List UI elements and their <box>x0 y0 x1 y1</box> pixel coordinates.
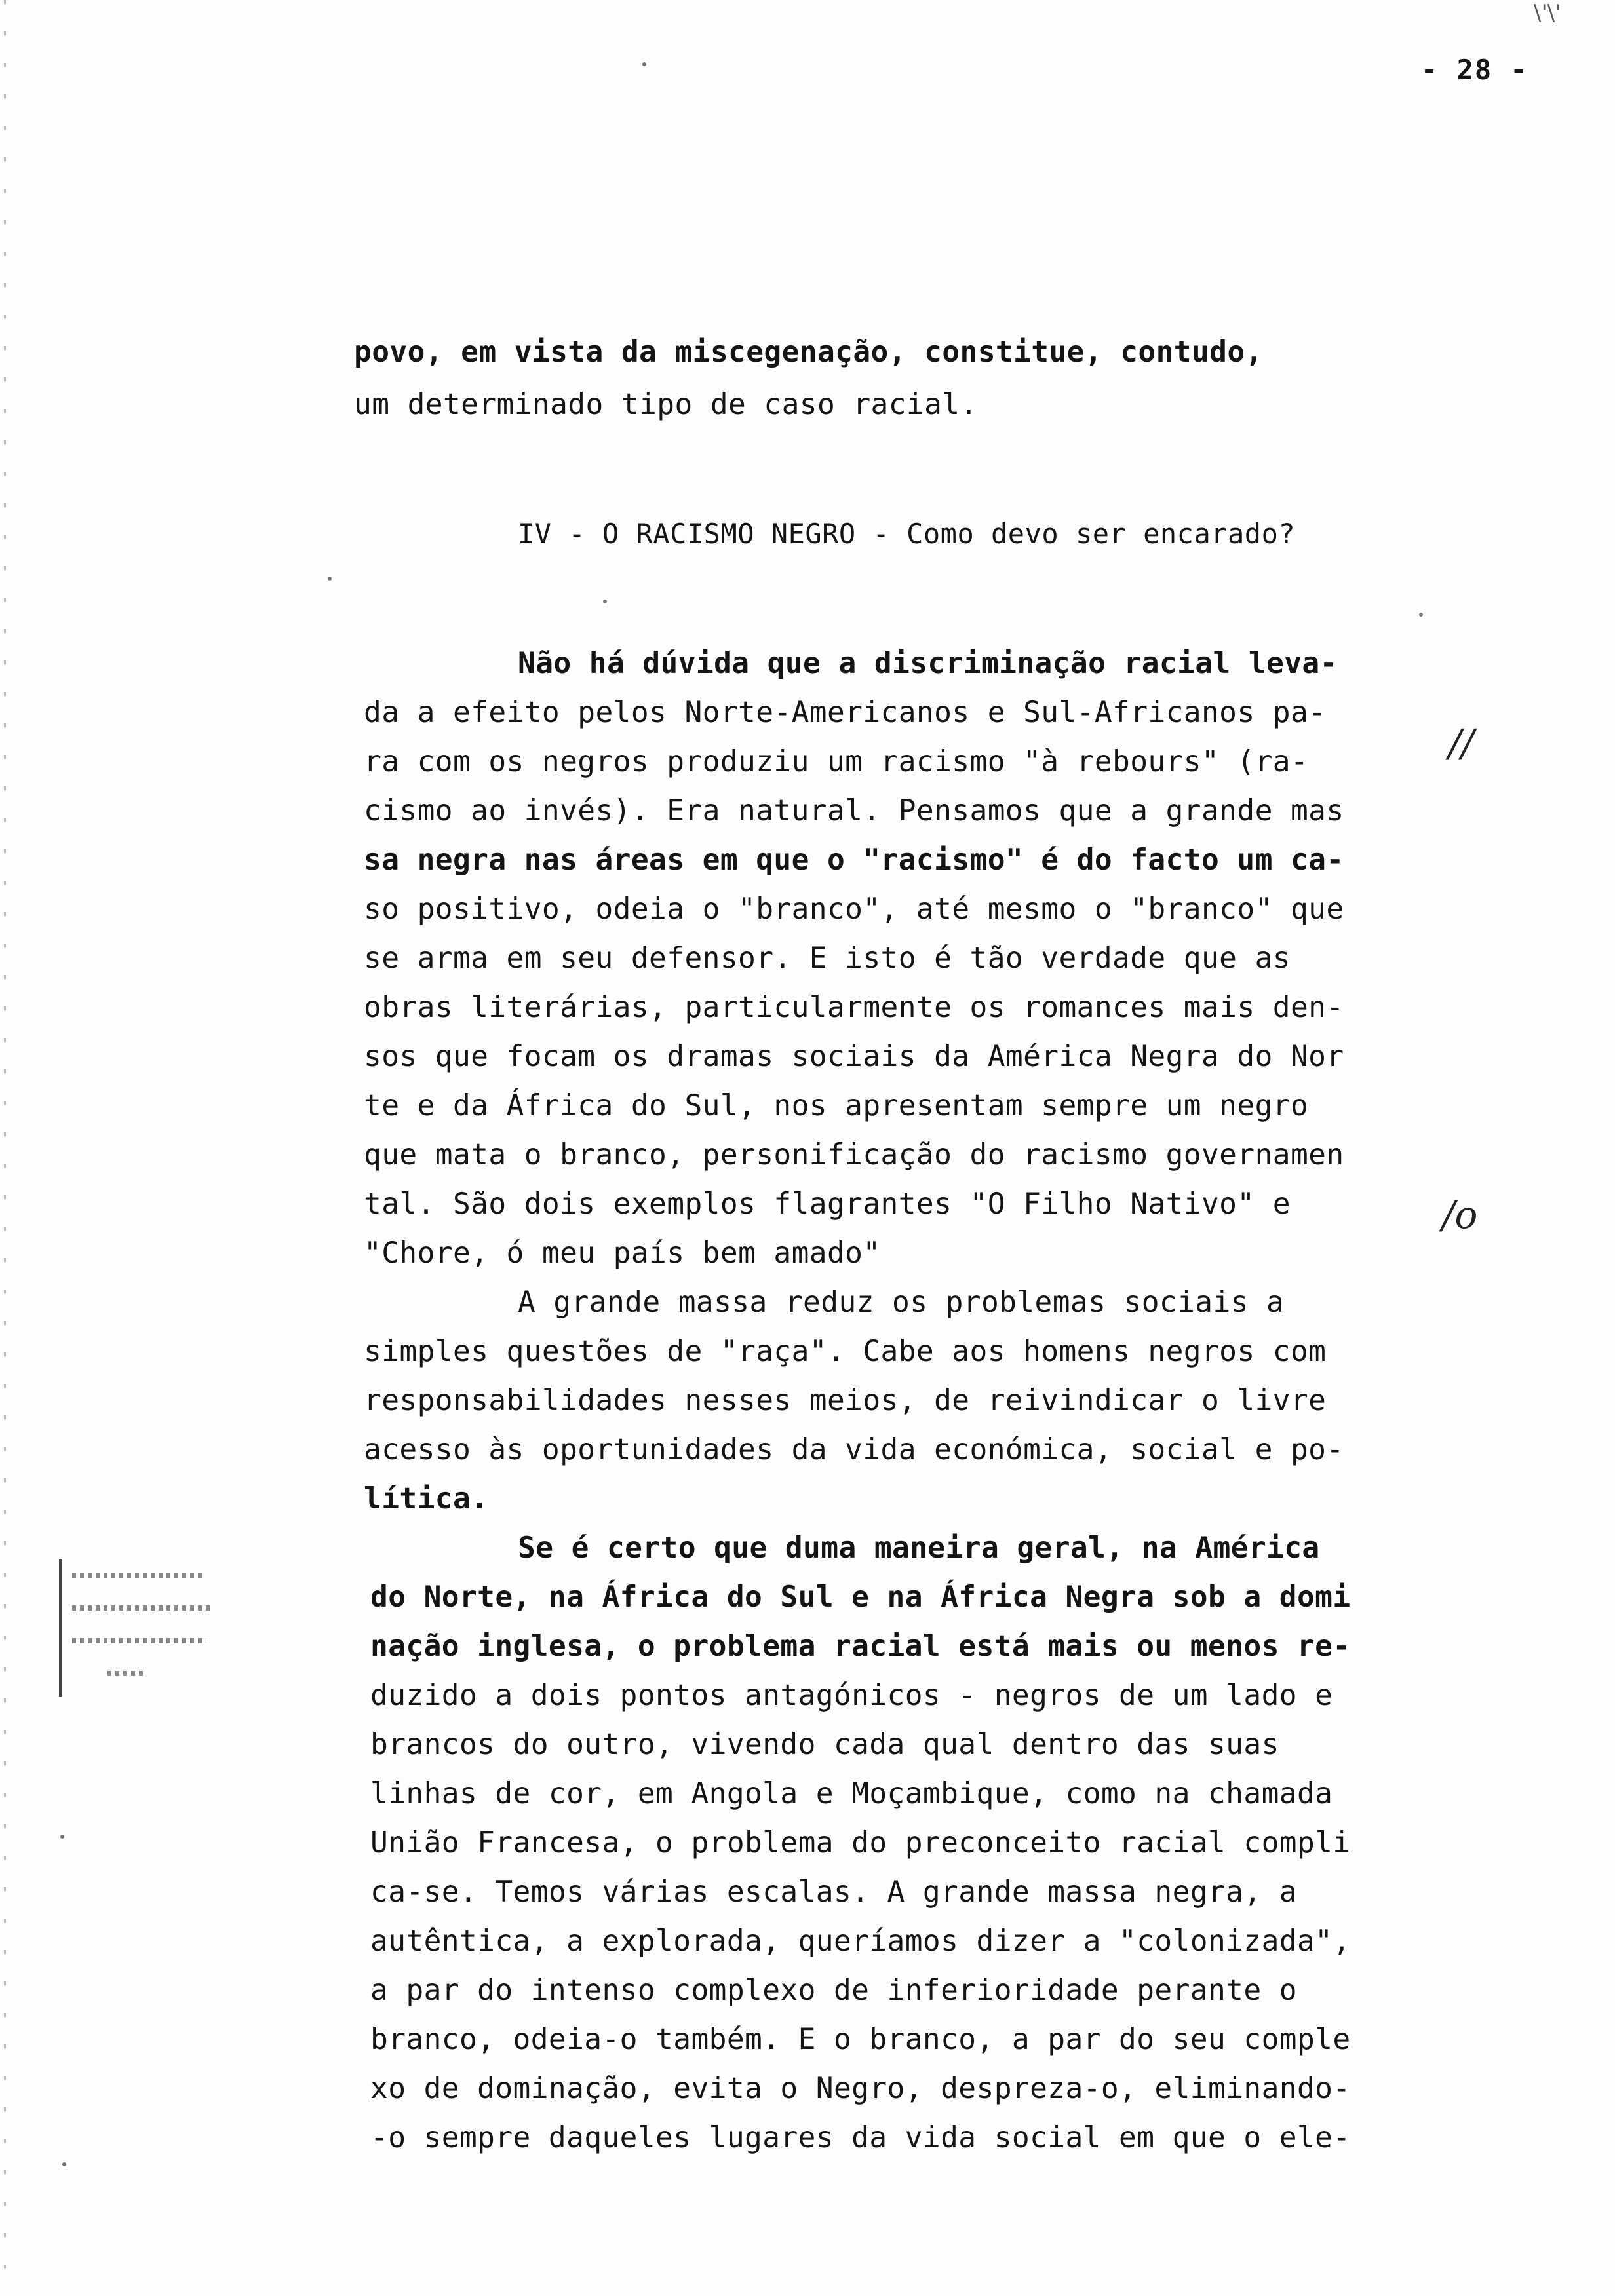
text-line: duzido a dois pontos antagónicos - negros de um lado e <box>370 1679 1333 1712</box>
corner-annotation: \'\' <box>1534 0 1561 26</box>
scan-speck <box>1419 613 1423 617</box>
text-line: União Francesa, o problema do preconceito racial compli <box>370 1826 1351 1860</box>
text-line: sos que focam os dramas sociais da América Negra do Nor <box>364 1040 1344 1073</box>
text-line: te e da África do Sul, nos apresentam sempre um negro <box>364 1089 1309 1122</box>
text-line: lítica. <box>364 1482 489 1516</box>
text-line: acesso às oportunidades da vida económica, social e po- <box>364 1433 1344 1466</box>
text-line: se arma em seu defensor. E isto é tão verdade que as <box>364 942 1291 975</box>
text-line: obras literárias, particularmente os romances mais den- <box>364 991 1344 1024</box>
stamp-line <box>107 1671 147 1676</box>
stamp-line <box>72 1573 203 1578</box>
text-line: so positivo, odeia o "branco", até mesmo o "branco" que <box>364 892 1344 926</box>
scan-speck <box>642 62 646 66</box>
scan-edge-shadow <box>4 0 6 2296</box>
text-line: da a efeito pelos Norte-Americanos e Sul-Africanos pa- <box>364 696 1327 729</box>
scan-speck <box>328 577 332 581</box>
text-line: simples questões de "raça". Cabe aos homens negros com <box>364 1335 1327 1368</box>
text-line: ca-se. Temos várias escalas. A grande massa negra, a <box>370 1875 1297 1909</box>
faded-stamp <box>59 1559 212 1697</box>
text-line: povo, em vista da miscegenação, constitue, contudo, <box>354 335 1263 369</box>
text-line: que mata o branco, personificação do racismo governamen <box>364 1138 1344 1172</box>
text-line: "Chore, ó meu país bem amado" <box>364 1236 881 1270</box>
text-line: autêntica, a explorada, queríamos dizer a "colonizada", <box>370 1924 1351 1958</box>
text-line: linhas de cor, em Angola e Moçambique, como na chamada <box>370 1777 1333 1810</box>
text-line: nação inglesa, o problema racial está mais ou menos re- <box>370 1630 1351 1663</box>
text-line: Se é certo que duma maneira geral, na América <box>518 1531 1320 1565</box>
section-heading: IV - O RACISMO NEGRO - Como devo ser encarado? <box>518 518 1296 550</box>
text-line: branco, odeia-o também. E o branco, a par do seu comple <box>370 2023 1351 2056</box>
margin-note-second: /o <box>1442 1193 1478 1237</box>
stamp-line <box>72 1638 206 1643</box>
scan-speck <box>603 600 607 603</box>
text-line: Não há dúvida que a discriminação racial leva- <box>518 647 1338 680</box>
page-number: - 28 - <box>1421 54 1528 86</box>
text-line: ra com os negros produziu um racismo "à rebours" (ra- <box>364 745 1309 778</box>
text-line: sa negra nas áreas em que o "racismo" é do facto um ca- <box>364 843 1344 877</box>
text-line: do Norte, na África do Sul e na África Negra sob a domi <box>370 1580 1351 1614</box>
text-line: -o sempre daqueles lugares da vida social em que o ele- <box>370 2121 1351 2154</box>
text-line: brancos do outro, vivendo cada qual dentro das suas <box>370 1728 1279 1761</box>
text-line: A grande massa reduz os problemas sociais a <box>518 1286 1285 1319</box>
scan-speck <box>60 1835 64 1839</box>
text-line: xo de dominação, evita o Negro, despreza-o, eliminando- <box>370 2072 1351 2105</box>
text-line: responsabilidades nesses meios, de reivindicar o livre <box>364 1384 1327 1417</box>
text-line: um determinado tipo de caso racial. <box>354 388 978 421</box>
stamp-line <box>72 1605 210 1611</box>
text-line: tal. São dois exemplos flagrantes "O Filho Nativo" e <box>364 1187 1291 1221</box>
scan-speck <box>62 2162 66 2166</box>
text-line: a par do intenso complexo de inferioridade perante o <box>370 1974 1297 2007</box>
text-line: cismo ao invés). Era natural. Pensamos que a grande mas <box>364 794 1344 828</box>
margin-note-first: // <box>1449 721 1475 765</box>
